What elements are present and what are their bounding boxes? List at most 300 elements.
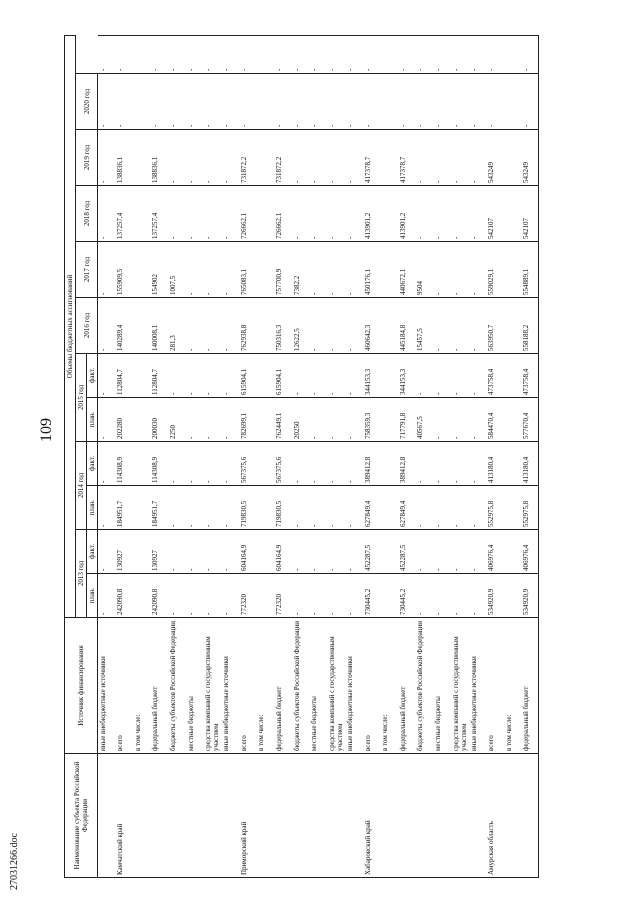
value-cell bbox=[504, 298, 522, 354]
value-cell: - bbox=[292, 186, 310, 242]
table-row bbox=[150, 35, 168, 877]
value-cell: 772320 bbox=[239, 574, 257, 618]
value-cell: - bbox=[345, 442, 363, 486]
value-cell: - bbox=[186, 530, 204, 574]
value-cell: 765083,1 bbox=[239, 242, 257, 298]
value-cell: 762449,1 bbox=[274, 398, 292, 442]
value-cell: 717791,8 bbox=[398, 398, 416, 442]
table-row bbox=[451, 35, 469, 877]
value-cell bbox=[133, 35, 151, 73]
value-cell: - bbox=[203, 486, 221, 530]
value-cell: 344153,3 bbox=[398, 354, 416, 398]
value-cell bbox=[256, 74, 274, 130]
value-cell: - bbox=[168, 130, 186, 186]
value-cell: 140289,4 bbox=[115, 298, 133, 354]
value-cell: 543249 bbox=[521, 130, 539, 186]
value-cell: 130927 bbox=[115, 530, 133, 574]
source-cell: в том числе: bbox=[256, 618, 274, 754]
value-cell bbox=[504, 242, 522, 298]
value-cell: 344153,3 bbox=[363, 354, 381, 398]
value-cell: 20250 bbox=[292, 398, 310, 442]
value-cell: 389412,8 bbox=[363, 442, 381, 486]
source-cell: местные бюджеты bbox=[309, 618, 327, 754]
value-cell: - bbox=[186, 486, 204, 530]
value-cell bbox=[380, 574, 398, 618]
value-cell: - bbox=[433, 354, 451, 398]
value-cell: - bbox=[168, 530, 186, 574]
value-cell: 40567,5 bbox=[415, 398, 433, 442]
source-cell: федеральный бюджет bbox=[274, 618, 292, 754]
value-cell bbox=[256, 35, 274, 73]
value-cell: - bbox=[415, 354, 433, 398]
value-cell: 750316,3 bbox=[274, 298, 292, 354]
value-cell: 406976,4 bbox=[521, 530, 539, 574]
value-cell bbox=[380, 186, 398, 242]
value-cell bbox=[133, 398, 151, 442]
value-cell: - bbox=[186, 35, 204, 73]
value-cell: - bbox=[221, 486, 239, 530]
table-row bbox=[168, 35, 186, 877]
value-cell: - bbox=[415, 186, 433, 242]
value-cell: - bbox=[309, 74, 327, 130]
value-cell: 627849,4 bbox=[398, 486, 416, 530]
value-cell: - bbox=[115, 74, 133, 130]
fact-2013-header: факт. bbox=[87, 530, 98, 574]
value-cell: 417378,7 bbox=[398, 130, 416, 186]
value-cell: - bbox=[168, 74, 186, 130]
value-cell: - bbox=[274, 74, 292, 130]
value-cell bbox=[256, 242, 274, 298]
year-2015-header: 2015 год bbox=[76, 354, 87, 442]
value-cell: - bbox=[398, 74, 416, 130]
value-cell: 413901,2 bbox=[398, 186, 416, 242]
value-cell: 450176,1 bbox=[363, 242, 381, 298]
value-cell: - bbox=[433, 130, 451, 186]
value-cell: 563950,7 bbox=[486, 298, 504, 354]
subject-cell bbox=[309, 754, 327, 878]
table-row bbox=[398, 35, 416, 877]
value-cell: - bbox=[221, 298, 239, 354]
value-cell: - bbox=[433, 242, 451, 298]
subject-cell bbox=[469, 754, 487, 878]
value-cell: - bbox=[98, 486, 116, 530]
value-cell: - bbox=[239, 74, 257, 130]
value-cell: 615904,1 bbox=[239, 354, 257, 398]
budget-table bbox=[64, 35, 539, 878]
table-row bbox=[327, 35, 345, 877]
value-cell bbox=[380, 130, 398, 186]
value-cell: - bbox=[186, 442, 204, 486]
value-cell: 413180,4 bbox=[486, 442, 504, 486]
value-cell bbox=[504, 398, 522, 442]
value-cell: - bbox=[203, 130, 221, 186]
value-cell bbox=[133, 242, 151, 298]
value-cell: - bbox=[203, 398, 221, 442]
value-cell: - bbox=[327, 486, 345, 530]
value-cell: - bbox=[415, 74, 433, 130]
value-cell: - bbox=[309, 354, 327, 398]
value-cell: - bbox=[203, 442, 221, 486]
value-cell: 782699,1 bbox=[239, 398, 257, 442]
value-cell: 719830,5 bbox=[239, 486, 257, 530]
value-cell: 730445,2 bbox=[363, 574, 381, 618]
source-cell: иные внебюджетные источники bbox=[469, 618, 487, 754]
value-cell: - bbox=[433, 530, 451, 574]
table-row bbox=[133, 35, 151, 877]
value-cell: - bbox=[398, 35, 416, 73]
value-cell: - bbox=[221, 354, 239, 398]
value-cell: - bbox=[469, 130, 487, 186]
value-cell: 543249 bbox=[486, 130, 504, 186]
value-cell: - bbox=[98, 35, 116, 73]
fact-2015-header: факт. bbox=[87, 354, 98, 398]
subject-cell: Хабаровский край bbox=[363, 754, 381, 878]
value-cell: - bbox=[521, 74, 539, 130]
value-cell: 473758,4 bbox=[521, 354, 539, 398]
value-cell bbox=[256, 574, 274, 618]
value-cell: 758359,3 bbox=[363, 398, 381, 442]
value-cell: - bbox=[186, 398, 204, 442]
value-cell: - bbox=[292, 530, 310, 574]
value-cell: 445184,8 bbox=[398, 298, 416, 354]
value-cell: - bbox=[433, 298, 451, 354]
value-cell: 281,3 bbox=[168, 298, 186, 354]
value-cell: 730445,2 bbox=[398, 574, 416, 618]
source-cell: федеральный бюджет bbox=[398, 618, 416, 754]
plan-2013-header: план. bbox=[87, 574, 98, 618]
value-cell: - bbox=[415, 130, 433, 186]
value-cell: - bbox=[486, 74, 504, 130]
subject-cell: Приморский край bbox=[239, 754, 257, 878]
value-cell: 452287,5 bbox=[363, 530, 381, 574]
value-cell: - bbox=[186, 242, 204, 298]
value-cell: 7382,2 bbox=[292, 242, 310, 298]
year-2017-header: 2017 год bbox=[76, 242, 98, 298]
value-cell: - bbox=[309, 186, 327, 242]
value-cell: - bbox=[221, 130, 239, 186]
year-2018-header: 2018 год bbox=[76, 186, 98, 242]
page-number: 109 bbox=[38, 418, 55, 442]
value-cell: - bbox=[168, 354, 186, 398]
value-cell: - bbox=[451, 442, 469, 486]
value-cell: 242090,8 bbox=[150, 574, 168, 618]
value-cell: 604164,9 bbox=[239, 530, 257, 574]
value-cell bbox=[380, 442, 398, 486]
value-cell: - bbox=[469, 574, 487, 618]
year-2013-header: 2013 год bbox=[76, 530, 87, 618]
value-cell: - bbox=[345, 130, 363, 186]
value-cell: - bbox=[168, 35, 186, 73]
subject-cell bbox=[186, 754, 204, 878]
value-cell: - bbox=[168, 574, 186, 618]
value-cell: 114308,9 bbox=[115, 442, 133, 486]
source-cell: бюджеты субъектов Российской Федерации bbox=[415, 618, 433, 754]
value-cell: - bbox=[150, 74, 168, 130]
source-cell: средства компаний с государственным участием bbox=[451, 618, 469, 754]
value-cell bbox=[133, 574, 151, 618]
value-cell bbox=[133, 486, 151, 530]
value-cell: - bbox=[309, 574, 327, 618]
value-cell: 9504 bbox=[415, 242, 433, 298]
value-cell: - bbox=[221, 74, 239, 130]
value-cell: - bbox=[433, 186, 451, 242]
value-cell: 114308,9 bbox=[150, 442, 168, 486]
value-cell bbox=[380, 74, 398, 130]
value-cell: 542107 bbox=[521, 186, 539, 242]
value-cell: - bbox=[221, 35, 239, 73]
value-cell: - bbox=[309, 486, 327, 530]
value-cell: - bbox=[433, 574, 451, 618]
value-cell: - bbox=[98, 186, 116, 242]
value-cell: - bbox=[433, 442, 451, 486]
value-cell: 2250 bbox=[168, 398, 186, 442]
value-cell: 552975,8 bbox=[486, 486, 504, 530]
subject-cell bbox=[504, 754, 522, 878]
value-cell: - bbox=[469, 35, 487, 73]
value-cell: 577670,4 bbox=[521, 398, 539, 442]
value-cell: 558188,2 bbox=[521, 298, 539, 354]
value-cell: 137257,4 bbox=[150, 186, 168, 242]
table-row bbox=[309, 35, 327, 877]
value-cell: - bbox=[309, 298, 327, 354]
value-cell: - bbox=[98, 242, 116, 298]
source-cell: иные внебюджетные источники bbox=[98, 618, 116, 754]
value-cell: - bbox=[327, 442, 345, 486]
value-cell bbox=[256, 354, 274, 398]
table-row bbox=[504, 35, 522, 877]
value-cell: - bbox=[451, 354, 469, 398]
value-cell: - bbox=[115, 35, 133, 73]
value-cell: - bbox=[327, 242, 345, 298]
value-cell: - bbox=[239, 35, 257, 73]
value-cell: - bbox=[451, 35, 469, 73]
source-cell: иные внебюджетные источники bbox=[221, 618, 239, 754]
table-body bbox=[98, 35, 539, 877]
value-cell bbox=[133, 354, 151, 398]
value-cell: 552975,8 bbox=[521, 486, 539, 530]
value-cell: - bbox=[469, 242, 487, 298]
value-cell: - bbox=[433, 486, 451, 530]
value-cell bbox=[380, 486, 398, 530]
value-cell bbox=[504, 530, 522, 574]
source-cell: в том числе: bbox=[380, 618, 398, 754]
value-cell: - bbox=[433, 35, 451, 73]
subject-column-header: Наименование субъекта Российской Федерации bbox=[65, 754, 98, 878]
value-cell: - bbox=[345, 354, 363, 398]
subject-cell bbox=[221, 754, 239, 878]
value-cell: - bbox=[203, 242, 221, 298]
value-cell: 137257,4 bbox=[115, 186, 133, 242]
fact-2014-header: факт. bbox=[87, 442, 98, 486]
table-row bbox=[274, 35, 292, 877]
value-cell: - bbox=[203, 530, 221, 574]
value-cell: - bbox=[469, 354, 487, 398]
table-row bbox=[221, 35, 239, 877]
value-cell: - bbox=[186, 74, 204, 130]
value-cell: - bbox=[469, 74, 487, 130]
value-cell: - bbox=[98, 530, 116, 574]
value-cell: - bbox=[186, 298, 204, 354]
source-cell: местные бюджеты bbox=[433, 618, 451, 754]
subject-cell bbox=[345, 754, 363, 878]
value-cell: - bbox=[469, 486, 487, 530]
table-row bbox=[186, 35, 204, 877]
value-cell bbox=[256, 442, 274, 486]
subject-cell bbox=[256, 754, 274, 878]
value-cell bbox=[380, 242, 398, 298]
value-cell: - bbox=[415, 530, 433, 574]
table-row bbox=[292, 35, 310, 877]
value-cell: - bbox=[451, 130, 469, 186]
subject-cell bbox=[150, 754, 168, 878]
value-cell: - bbox=[292, 442, 310, 486]
table-row bbox=[469, 35, 487, 877]
value-cell: - bbox=[309, 242, 327, 298]
value-cell: - bbox=[274, 35, 292, 73]
value-cell: - bbox=[203, 354, 221, 398]
value-cell: 155909,5 bbox=[115, 242, 133, 298]
value-cell: 534920,9 bbox=[486, 574, 504, 618]
value-cell: 15457,5 bbox=[415, 298, 433, 354]
value-cell: - bbox=[221, 530, 239, 574]
value-cell: - bbox=[327, 74, 345, 130]
value-cell: 413180,4 bbox=[521, 442, 539, 486]
value-cell: - bbox=[345, 242, 363, 298]
value-cell: - bbox=[98, 574, 116, 618]
value-cell: - bbox=[451, 242, 469, 298]
value-cell: - bbox=[98, 442, 116, 486]
source-cell: средства компаний с государственным участием bbox=[327, 618, 345, 754]
value-cell: - bbox=[292, 354, 310, 398]
value-cell: 202280 bbox=[115, 398, 133, 442]
value-cell: - bbox=[433, 74, 451, 130]
subject-cell: Камчатский край bbox=[115, 754, 133, 878]
value-cell: 567375,6 bbox=[239, 442, 257, 486]
value-cell bbox=[256, 398, 274, 442]
value-cell: - bbox=[469, 442, 487, 486]
value-cell: - bbox=[186, 354, 204, 398]
value-cell bbox=[133, 186, 151, 242]
value-cell: 112804,7 bbox=[115, 354, 133, 398]
source-cell: федеральный бюджет bbox=[521, 618, 539, 754]
value-cell: - bbox=[221, 574, 239, 618]
value-cell: - bbox=[186, 130, 204, 186]
value-cell: 138836,1 bbox=[150, 130, 168, 186]
value-cell: - bbox=[327, 354, 345, 398]
value-cell: - bbox=[168, 186, 186, 242]
value-cell: 417378,7 bbox=[363, 130, 381, 186]
value-cell: - bbox=[451, 574, 469, 618]
value-cell: - bbox=[327, 298, 345, 354]
value-cell: - bbox=[415, 442, 433, 486]
table-row bbox=[98, 35, 116, 877]
value-cell: 130927 bbox=[150, 530, 168, 574]
source-cell: в том числе: bbox=[504, 618, 522, 754]
value-cell: - bbox=[415, 35, 433, 73]
value-cell: - bbox=[221, 398, 239, 442]
subject-cell bbox=[292, 754, 310, 878]
value-cell bbox=[504, 442, 522, 486]
subject-cell bbox=[415, 754, 433, 878]
value-cell: 413901,2 bbox=[363, 186, 381, 242]
value-cell: - bbox=[327, 35, 345, 73]
year-2016-header: 2016 год bbox=[76, 298, 98, 354]
value-cell: - bbox=[292, 35, 310, 73]
value-cell: - bbox=[363, 35, 381, 73]
value-cell: 726662,1 bbox=[274, 186, 292, 242]
value-cell: - bbox=[451, 398, 469, 442]
value-cell: 559029,1 bbox=[486, 242, 504, 298]
value-cell: - bbox=[345, 530, 363, 574]
value-cell: - bbox=[98, 354, 116, 398]
source-cell: бюджеты субъектов Российской Федерации bbox=[168, 618, 186, 754]
value-cell: - bbox=[327, 530, 345, 574]
table-row bbox=[203, 35, 221, 877]
value-cell: 719830,5 bbox=[274, 486, 292, 530]
value-cell: 200030 bbox=[150, 398, 168, 442]
source-cell: средства компаний с государственным участием bbox=[203, 618, 221, 754]
value-cell bbox=[504, 74, 522, 130]
value-cell bbox=[504, 186, 522, 242]
subject-cell bbox=[327, 754, 345, 878]
value-cell: 460642,3 bbox=[363, 298, 381, 354]
source-cell: в том числе: bbox=[133, 618, 151, 754]
year-2020-header: 2020 год bbox=[76, 74, 98, 130]
value-cell: - bbox=[486, 35, 504, 73]
value-cell: - bbox=[98, 74, 116, 130]
value-cell: - bbox=[345, 486, 363, 530]
value-cell: - bbox=[203, 35, 221, 73]
value-cell: 242090,8 bbox=[115, 574, 133, 618]
table-row bbox=[415, 35, 433, 877]
value-cell: - bbox=[186, 186, 204, 242]
value-cell: 726662,1 bbox=[239, 186, 257, 242]
value-cell: 627849,4 bbox=[363, 486, 381, 530]
value-cell: - bbox=[521, 35, 539, 73]
value-cell: - bbox=[415, 574, 433, 618]
value-cell: - bbox=[345, 186, 363, 242]
value-cell: - bbox=[345, 35, 363, 73]
subject-cell: Амурская область bbox=[486, 754, 504, 878]
value-cell: - bbox=[168, 486, 186, 530]
value-cell: - bbox=[327, 186, 345, 242]
value-cell: 140008,1 bbox=[150, 298, 168, 354]
value-cell: - bbox=[292, 130, 310, 186]
value-cell: - bbox=[98, 130, 116, 186]
value-cell bbox=[504, 354, 522, 398]
subject-cell bbox=[398, 754, 416, 878]
value-cell bbox=[133, 442, 151, 486]
value-cell: 604164,9 bbox=[274, 530, 292, 574]
value-cell bbox=[504, 35, 522, 73]
value-cell bbox=[133, 74, 151, 130]
source-cell: бюджеты субъектов Российской Федерации bbox=[292, 618, 310, 754]
table-row bbox=[363, 35, 381, 877]
value-cell: - bbox=[203, 298, 221, 354]
value-cell: - bbox=[451, 486, 469, 530]
value-cell: - bbox=[309, 35, 327, 73]
subject-cell bbox=[274, 754, 292, 878]
value-cell: - bbox=[168, 442, 186, 486]
value-cell bbox=[256, 530, 274, 574]
rotated-table-container bbox=[64, 36, 536, 878]
value-cell: 554889,1 bbox=[521, 242, 539, 298]
value-cell: - bbox=[451, 530, 469, 574]
value-cell: - bbox=[98, 398, 116, 442]
table-row bbox=[486, 35, 504, 877]
value-cell: - bbox=[327, 398, 345, 442]
value-cell: 567375,6 bbox=[274, 442, 292, 486]
